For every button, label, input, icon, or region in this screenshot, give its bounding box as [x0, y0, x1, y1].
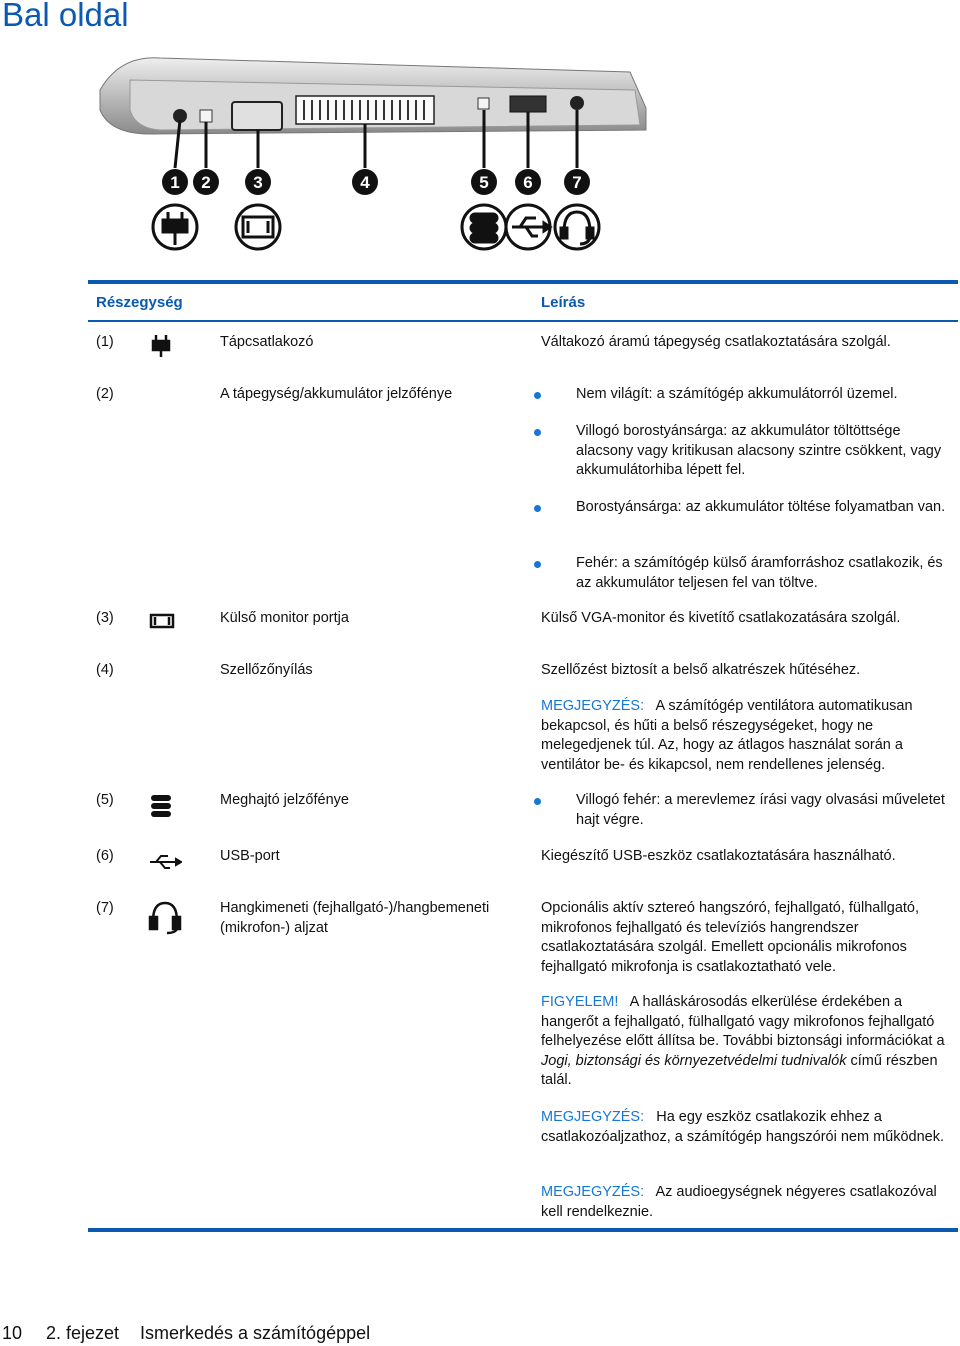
chapter-title: Ismerkedés a számítógéppel	[140, 1323, 371, 1343]
page-title: Bal oldal	[2, 0, 129, 33]
callout-4	[352, 169, 378, 195]
row-2-name: A tápegység/akkumulátor jelzőfénye	[220, 386, 453, 402]
row-7-note-2	[541, 1183, 951, 1222]
bullet	[534, 798, 541, 805]
bullet	[534, 392, 541, 399]
headset-icon	[555, 205, 599, 249]
row-1-description: Váltakozó áramú tápegység csatlakoztatására szolgál.	[541, 334, 891, 350]
svg-text:2: 2	[201, 173, 211, 192]
usb-icon	[148, 853, 182, 871]
row-3-description: Külső VGA-monitor és kivetítő csatlakozatására szolgál.	[541, 610, 901, 626]
row-4-number: (4)	[96, 662, 114, 678]
row-3-name: Külső monitor portja	[220, 610, 349, 626]
drive-light	[478, 98, 489, 109]
page-number: 10	[2, 1323, 23, 1343]
row-4-description: Szellőzést biztosít a belső alkatrészek hűtéséhez.	[541, 662, 861, 678]
power-plug-icon	[153, 205, 197, 249]
bullet	[534, 505, 541, 512]
callout-6	[515, 169, 541, 195]
note-label: MEGJEGYZÉS:	[541, 698, 645, 714]
callout-5	[471, 169, 497, 195]
callout-2	[193, 169, 219, 195]
callout-7	[564, 169, 590, 195]
warning-label: FIGYELEM!	[541, 994, 619, 1010]
note-text: Ha egy eszköz csatlakozik ehhez a csatlakozóaljzathoz, a számítógép hangszórói nem működnek.	[541, 1109, 944, 1145]
table-top-rule	[88, 280, 958, 284]
svg-text:3: 3	[253, 173, 263, 192]
row-2-bullet-4: Fehér: a számítógép külső áramforráshoz csatlakozik, és az akkumulátor teljesen fel van töltve.	[576, 555, 943, 591]
bullet	[534, 429, 541, 436]
row-2-bullet-2: Villogó borostyánsárga: az akkumulátor töltöttsége alacsony vagy kritikusan alacsony szintre csökkent, vagy akkumulátorhiba lépett fel.	[576, 423, 942, 478]
usb-port	[510, 96, 546, 112]
column-header-description: Leírás	[541, 294, 586, 311]
monitor-port-icon	[236, 205, 280, 249]
note-text: A számítógép ventilátora automatikusan bekapcsol, és hűti a belső részegységeket, hogy ne melegedjenek túl. Az, hogy az átlagos használat során a ventilátor be- és kikapcsol, nem rendellenes jelenség.	[541, 698, 913, 773]
row-5-name: Meghajtó jelzőfénye	[220, 792, 349, 808]
headset-icon	[148, 899, 182, 935]
row-7-name: Hangkimeneti (fejhallgató-)/hangbemeneti (mikrofon-) aljzat	[220, 900, 490, 936]
usb-icon	[506, 205, 550, 249]
warning-text-end: című részben talál.	[541, 1052, 938, 1088]
svg-text:4: 4	[360, 173, 370, 192]
row-7-description: Opcionális aktív sztereó hangszóró, fejhallgató, fülhallgató, mikrofonos fejhallgató és televíziós hangrendszer csatlakoztatására szolgál. Emellett opcionális mikrofonos fejhallgató mikrofonja is csatlakoztatható vele.	[541, 900, 920, 975]
svg-text:7: 7	[572, 173, 582, 192]
row-2-bullet-1: Nem világít: a számítógép akkumulátorról üzemel.	[576, 386, 898, 402]
row-5-number: (5)	[96, 792, 114, 808]
svg-text:1: 1	[170, 173, 180, 192]
note-label: MEGJEGYZÉS:	[541, 1109, 645, 1125]
chapter-label: 2. fejezet	[46, 1323, 120, 1343]
laptop-left-side-figure	[90, 50, 650, 260]
bullet	[534, 561, 541, 568]
row-5-bullet-1: Villogó fehér: a merevlemez írási vagy olvasási műveletet hajt végre.	[576, 792, 945, 828]
warning-text: A halláskárosodás elkerülése érdekében a hangerőt a fejhallgató, fülhallgató vagy mikrofonos fejhallgató felhelyezése előtt állítsa be. További biztonsági információkat a	[541, 994, 945, 1049]
callout-1	[162, 169, 188, 195]
note-label: MEGJEGYZÉS:	[541, 1184, 645, 1200]
row-1-number: (1)	[96, 334, 114, 350]
drive-icon	[462, 205, 506, 249]
table-bottom-rule	[88, 1228, 958, 1232]
row-2-bullet-3: Borostyánsárga: az akkumulátor töltése folyamatban van.	[576, 499, 946, 515]
svg-text:6: 6	[523, 173, 533, 192]
power-light	[200, 110, 212, 122]
row-4-name: Szellőzőnyílás	[220, 662, 313, 678]
row-7-number: (7)	[96, 900, 114, 916]
row-6-name: USB-port	[220, 848, 280, 864]
table-header-rule	[88, 320, 958, 322]
row-3-number: (3)	[96, 610, 114, 626]
power-plug-icon	[148, 333, 174, 359]
svg-text:5: 5	[479, 173, 489, 192]
monitor-port-icon	[148, 612, 176, 630]
warning-doc-title: Jogi, biztonsági és környezetvédelmi tudnivalók	[541, 1052, 847, 1069]
row-4-note	[541, 697, 951, 775]
audio-jack	[570, 96, 584, 110]
row-1-name: Tápcsatlakozó	[220, 334, 314, 350]
row-7-note-1	[541, 1108, 951, 1147]
row-6-description: Kiegészítő USB-eszköz csatlakoztatására használható.	[541, 848, 896, 864]
row-2-number: (2)	[96, 386, 114, 402]
note-text: Az audioegységnek négyeres csatlakozóval kell rendelkeznie.	[541, 1184, 937, 1220]
vga-port	[232, 102, 282, 130]
row-7-warning	[541, 993, 951, 1091]
callout-3	[245, 169, 271, 195]
row-6-number: (6)	[96, 848, 114, 864]
column-header-part: Részegység	[96, 294, 183, 311]
vent	[296, 96, 434, 124]
drive-icon	[148, 793, 174, 819]
